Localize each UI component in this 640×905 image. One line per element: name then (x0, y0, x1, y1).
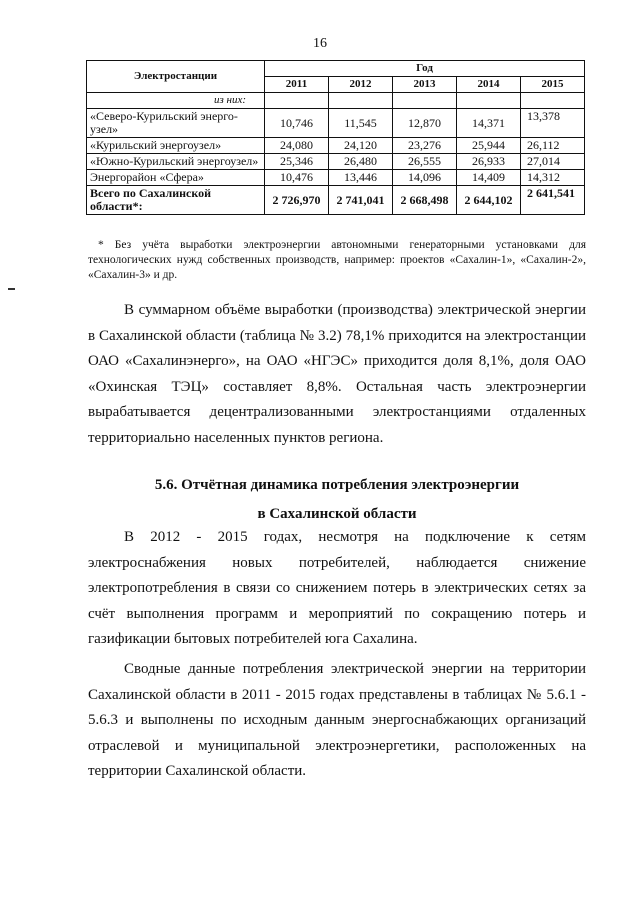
year-cell: 2013 (393, 77, 457, 93)
value-cell: 10,746 (265, 109, 329, 138)
section-heading-line1: 5.6. Отчётная динамика потребления электроэнергии (154, 477, 520, 493)
value-cell: 25,944 (457, 138, 521, 154)
header-year: Год (265, 61, 585, 77)
table-row (87, 138, 585, 154)
station-name: Энергорайон «Сфера» (87, 170, 265, 186)
year-cell: 2014 (457, 77, 521, 93)
year-cell: 2011 (265, 77, 329, 93)
table-row (87, 154, 585, 170)
total-value-cell: 2 644,102 (457, 186, 521, 215)
value-cell: 14,409 (457, 170, 521, 186)
value-cell: 14,096 (393, 170, 457, 186)
table-row (87, 109, 585, 138)
value-cell: 11,545 (329, 109, 393, 138)
total-value-cell: 2 641,541 (521, 186, 585, 215)
station-name: «Южно-Курильский энергоузел» (87, 154, 265, 170)
value-cell: 26,480 (329, 154, 393, 170)
value-cell: 14,312 (521, 170, 585, 186)
value-cell: 23,276 (393, 138, 457, 154)
value-cell: 24,120 (329, 138, 393, 154)
total-value-cell: 2 741,041 (329, 186, 393, 215)
table-total-row (87, 186, 585, 215)
generation-table-container (86, 60, 584, 215)
value-cell: 12,870 (393, 109, 457, 138)
page-number: 16 (313, 36, 327, 51)
station-name: «Северо-Курильский энерго-узел» (87, 109, 265, 138)
paragraph-generation-share: В суммарном объёме выработки (производства) электрической энергии в Сахалинской области (таблица № 3.2) 78,1% приходится на электростанции ОАО «Сахалинэнерго», на ОАО «НГЭС» приходится доля 8,1%, доля ОАО «Охинская ТЭЦ» составляет 8,8%. Остальная часть электроэнергии вырабатывается децентрализованными электростанциями отдаленных территориально населенных пунктов региона. (88, 302, 586, 446)
table-header-row (87, 61, 585, 77)
total-value-cell: 2 726,970 (265, 186, 329, 215)
value-cell: 26,933 (457, 154, 521, 170)
paragraph-summary-data: Сводные данные потребления электрической энергии на территории Сахалинской области в 2011 - 2015 годах представлены в таблицах № 5.6.1 - 5.6.3 и выполнены по исходным данным энергоснабжающих организаций отраслевой и муниципальной электроэнергетики, расположенных на территории Сахалинской области. (88, 661, 586, 779)
value-cell: 14,371 (457, 109, 521, 138)
value-cell: 10,476 (265, 170, 329, 186)
paragraph-consumption-dynamics: В 2012 - 2015 годах, несмотря на подключение к сетям электроснабжения новых потребителей, наблюдается снижение электропотребления в связи со снижением потерь в электрических сетях за счёт выполнения программ и мероприятий по сокращению потерь и газификации бытовых потребителей юга Сахалина. (88, 529, 586, 647)
table-footnote: * Без учёта выработки электроэнергии автономными генераторными установками для технологических нужд собственных производств, например: проектов «Сахалин-1», «Сахалин-2», «Сахалин-3» и др. (88, 239, 586, 281)
value-cell: 13,378 (521, 109, 585, 138)
margin-mark (8, 288, 15, 290)
year-cell: 2015 (521, 77, 585, 93)
value-cell: 25,346 (265, 154, 329, 170)
table-row (87, 170, 585, 186)
year-cell: 2012 (329, 77, 393, 93)
section-heading-line2: в Сахалинской области (257, 506, 417, 522)
table-subheader-row (87, 93, 585, 109)
subheader-label: из них: (87, 93, 265, 109)
header-station: Электростанции (87, 61, 265, 93)
total-value-cell: 2 668,498 (393, 186, 457, 215)
value-cell: 13,446 (329, 170, 393, 186)
station-name: «Курильский энергоузел» (87, 138, 265, 154)
value-cell: 24,080 (265, 138, 329, 154)
generation-table (86, 60, 585, 215)
value-cell: 26,555 (393, 154, 457, 170)
total-label: Всего по Сахалинской области*: (87, 186, 265, 215)
value-cell: 27,014 (521, 154, 585, 170)
value-cell: 26,112 (521, 138, 585, 154)
